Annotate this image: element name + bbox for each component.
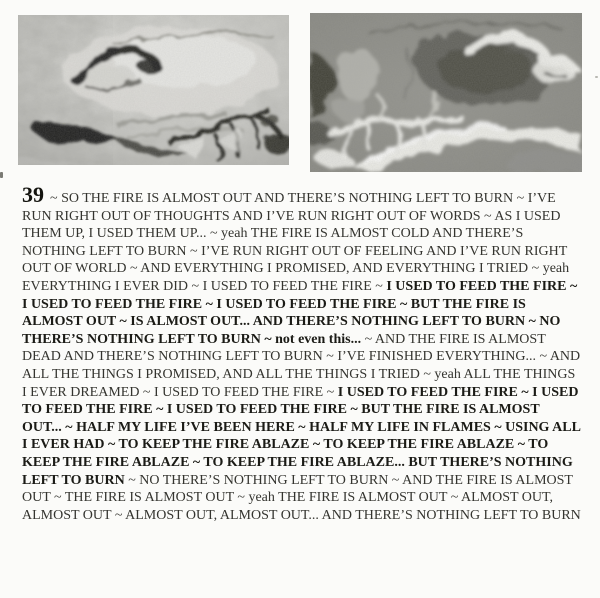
lyrics-segment-bold-1: I USED TO FEED THE FIRE ~ I USED TO FEED THE FIRE ~ I USED TO FEED THE FIRE ~ BUT THE FIRE IS ALMOST OUT ~ IS ALMOST OUT... AND THERE’S NOTHING LEFT TO BURN ~ NO THERE’S NOTHING LEFT TO BURN ~ not even this... xyxy=(22,278,578,347)
photo-left-image xyxy=(18,15,289,165)
track-number: 39 xyxy=(22,182,44,207)
lyrics-block xyxy=(22,182,582,524)
lyrics-segment-regular-3: ~ NO THERE’S NOTHING LEFT TO BURN ~ AND THE FIRE IS ALMOST OUT ~ THE FIRE IS ALMOST OUT ~ yeah THE FIRE IS ALMOST OUT ~ ALMOST OUT, ALMOST OUT ~ ALMOST OUT, ALMOST OUT... AND THERE’S NOTHING LEFT TO BURN xyxy=(22,472,581,523)
lyrics-segment-bold-2: I USED TO FEED THE FIRE ~ I USED TO FEED THE FIRE ~ I USED TO FEED THE FIRE ~ BUT THE FIRE IS ALMOST OUT... ~ HALF MY LIFE I’VE BEEN HERE ~ HALF MY LIFE IN FLAMES ~ USING ALL I EVER HAD ~ TO KEEP THE FIRE ABLAZE ~ TO KEEP THE FIRE ABLAZE ~ TO KEEP THE FIRE ABLAZE ~ TO KEEP THE FIRE ABLAZE... BUT THERE’S NOTHING LEFT TO BURN xyxy=(22,384,581,488)
photo-left xyxy=(18,15,289,165)
photo-right xyxy=(310,13,582,172)
scan-speck-left xyxy=(0,172,3,178)
lyrics-segment-regular-1: ~ SO THE FIRE IS ALMOST OUT AND THERE’S NOTHING LEFT TO BURN ~ I’VE RUN RIGHT OUT OF THOUGHTS AND I’VE RUN RIGHT OUT OF WORDS ~ AS I USED THEM UP, I USED THEM UP... ~ yeah THE FIRE IS ALMOST COLD AND THERE’S NOTHING LEFT TO BURN ~ I’VE RUN RIGHT OUT OF FEELING AND I’VE RUN RIGHT OUT OF WORLD ~ AND EVERYTHING I PROMISED, AND EVERYTHING I TRIED ~ yeah EVERYTHING I EVER DID ~ I USED TO FEED THE FIRE ~ xyxy=(22,191,570,294)
scan-speck-right xyxy=(595,76,598,78)
photo-right-image xyxy=(310,13,582,172)
lyrics-segment-regular-2: ~ AND THE FIRE IS ALMOST DEAD AND THERE’S NOTHING LEFT TO BURN ~ I’VE FINISHED EVERYTHING... ~ AND ALL THE THINGS I PROMISED, AND ALL THE THINGS I TRIED ~ yeah ALL THE THINGS I EVER DREAMED ~ I USED TO FEED THE FIRE ~ xyxy=(22,331,581,400)
